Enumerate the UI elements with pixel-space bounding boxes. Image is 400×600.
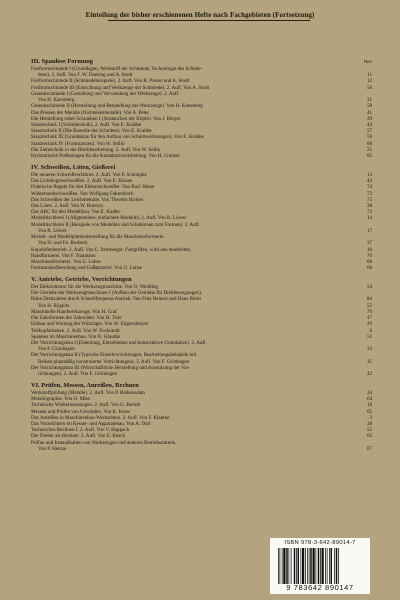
entry-title: Widerstandsschweißen. Von Wolfgang Fahrenbach [31, 190, 134, 197]
barcode-image [276, 548, 364, 584]
barcode-bar [334, 548, 335, 584]
heft-number: 44 [366, 121, 372, 128]
barcode-bar [313, 548, 315, 584]
entry-title: Messen und Prüfen von Gewinden. Von K. Kress [31, 408, 131, 415]
heft-number: 37 [366, 240, 372, 247]
entry-title: Stanztechnik III (Grundsätze für den Aufbau von Schnittwerkzeugen). Von E. Krabbe [31, 134, 204, 141]
barcode-bar [320, 548, 321, 584]
entry-title: Von P. Heinze [38, 445, 67, 452]
section-heading [31, 275, 372, 284]
entry-title: Von H. Kaessberg [38, 97, 75, 104]
list-item [31, 371, 372, 377]
page-header: Einteilung der bisher erschienenen Hefte nach Fachgebieten (Fortsetzung) [85, 11, 315, 19]
barcode-bar [338, 548, 339, 584]
barcode-bar [298, 548, 300, 584]
heft-number: 54 [366, 283, 372, 290]
entry-title: Das Vorzeichnen im Kessel- und Apparatebau. Von A. Dorl [31, 420, 151, 427]
barcode-bar [309, 548, 310, 584]
entry-title: Das ABC für den Modellbau. Von E. Kadlec [31, 209, 121, 216]
heft-number: 67 [366, 445, 372, 452]
entry-title: Gesenkschmiede II (Herstellung und Behandlung der Werkzeuge). Von H. Kaessberg [31, 103, 203, 110]
entry-title: Technisches Rechnen I. 2. Aufl. Von V. Happach [31, 427, 130, 434]
heft-number: 58 [366, 103, 372, 110]
barcode-bar [282, 548, 283, 584]
heft-column-label: Heft [363, 59, 372, 64]
barcode-bar [296, 548, 297, 584]
header-rule [108, 20, 310, 21]
entry-title: Von F. Grünhagen [38, 346, 75, 353]
heft-number: 51 [366, 333, 372, 340]
entry-title: Das Lichtbogenschweißen. 2. Aufl. Von E. Klosse [31, 178, 133, 185]
barcode-bar [307, 548, 308, 584]
entry-title: Teilkopfarbeiten. 2. Aufl. Von W. Pockrandt [31, 327, 120, 334]
entry-title: Die Getriebe der Werkzeugmaschinen I (Aufbau der Getriebe für Drehbewegungen). [31, 290, 203, 297]
barcode-bar [283, 548, 285, 584]
barcode-bar [327, 548, 328, 584]
section-title: V. Antriebe, Getriebe, Vorrichtungen [31, 275, 132, 283]
heft-number: 42 [366, 371, 372, 378]
heft-number: 60 [366, 140, 372, 147]
heft-number: 74 [366, 184, 372, 191]
entry-title: Stanztechnik II (Die Bauteile des Schnittes). Von E. Krabbe [31, 128, 152, 135]
entry-title: Von H. Rögnitz [38, 302, 70, 309]
entry-title: Modell- und Modellplattenherstellung für die Maschinenformerei. [31, 234, 165, 241]
entry-title: Werkstoffprüfung (Metalle). 2. Aufl. Von P. Riebensahm [31, 389, 145, 396]
heft-number: 11 [367, 72, 372, 79]
heft-number: 35 [366, 358, 372, 365]
heft-number: 34 [366, 389, 372, 396]
entry-title: Das Schweißen der Leichtmetalle. Von Theodor Ricken [31, 196, 144, 203]
barcode-bar [329, 548, 330, 584]
heft-number: 79 [366, 308, 372, 315]
entry-title: Reihen planmäßig konstruierter Vorrichtungen). 3. Aufl. Von F. Grünhagen [38, 358, 190, 365]
barcode-bar [291, 548, 292, 584]
heft-number: 6 [369, 327, 372, 334]
barcode-bar [310, 548, 312, 584]
entry-title: Handformerei. Von F. Naumann [31, 252, 96, 259]
barcode-bar [316, 548, 317, 584]
barcode-bar [278, 548, 279, 584]
entry-title: Maschinelle Handwerkzeuge. Von H. Graf [31, 308, 117, 315]
heft-number: 13 [366, 171, 372, 178]
heft-number: 33 [366, 346, 372, 353]
heft-number: 47 [366, 315, 372, 322]
entry-title: Das Pressen der Metalle (Nichteisenmetalle). Von A. Peter [31, 109, 149, 116]
heft-number: 18 [366, 402, 372, 409]
heft-number: 29 [366, 321, 372, 328]
entry-title: Von R. Löwer [38, 227, 67, 234]
heft-number: 41 [366, 109, 372, 116]
heft-number: 39 [366, 115, 372, 122]
entry-title: Stanztechnik I (Schnittechnik). 2. Aufl. Von E. Krabbe [31, 121, 142, 128]
barcode-bar [302, 548, 304, 584]
heft-number: 84 [366, 296, 372, 303]
entry-title: Die neueren Schweißverfahren. 4. Aufl. Von P. Schimpke [31, 171, 147, 178]
entry-title: Das Löten. 2. Aufl. Von W. Burstyn [31, 202, 103, 209]
entry-title: Die Zahnformen der Zahnräder. Von H. Trier [31, 315, 122, 322]
barcode-bar [336, 548, 338, 584]
section-title: III. Spanlose Formung [31, 58, 93, 65]
barcode-bar [294, 548, 296, 584]
list-item [31, 446, 372, 452]
heft-number: 25 [366, 146, 372, 153]
entry-title: Freiformschmiede I (Grundlagen, Werkstoff der Schmiede, Technologie des Schmie- [31, 66, 203, 72]
list-item [31, 153, 372, 159]
heft-number: 73 [366, 190, 372, 197]
barcode-bar [318, 548, 320, 584]
entry-title: Praktische Regeln für den Elektroschweißer. Von Rud. Hesse [31, 184, 155, 191]
barcode-label [270, 538, 370, 594]
barcode-bar [325, 548, 326, 584]
heft-number: 55 [366, 302, 372, 309]
heft-number: 43 [366, 178, 372, 185]
heft-number: 66 [366, 258, 372, 265]
heft-number: 68 [366, 265, 372, 272]
barcode-bar [286, 548, 288, 584]
entry-title: Technische Winkelmessungen. 2. Aufl. Von G. Berndt [31, 402, 141, 409]
heft-number: 70 [366, 252, 372, 259]
entry-title: Das Anreißen in Maschinenbau-Werkstätten. 2. Aufl. Von F. Klautke [31, 414, 170, 421]
entry-title: Der Vorrichtungsbau I (Einteilung, Einzelheiten und konstruktive Grundsätze). 3. Aufl. [31, 339, 207, 346]
entry-title: Der Vorrichtungsbau II (Typische Einzelvorrichtungen, Bearbeitungsbeispiele mit [31, 352, 197, 359]
entry-title: Kupolofenbetrieb. 2. Aufl. Von C. Irresberger. (Vergriffen, wird neu bearbeitet) [31, 246, 191, 253]
entry-title: Modelltischlerei II (Beispiele von Modellen und Schablonen zum Formen). 2. Aufl. [31, 221, 200, 228]
entry-title: Die Ziehtechnik in der Blechbearbeitung. 2. Aufl. Von W. Sellin [31, 146, 161, 153]
entry-title: Stanztechnik IV (Formstanzen). Von W. Sellin [31, 140, 125, 147]
series-contents-list [31, 57, 372, 452]
heft-number: 31 [366, 97, 372, 104]
entry-title: Prüfen und Instandhalten von Werkzeugen und anderen Betriebsmitteln. [31, 439, 177, 446]
entry-title: Freiformschmiede III (Einrichtung und Werkzeuge der Schmiede). 2. Aufl. Von A. Stodt [31, 84, 210, 91]
heft-number: 63 [366, 433, 372, 440]
entry-title: Gesenkschmiede I (Gestaltung und Verwendung der Werkzeuge). 2. Aufl. [31, 90, 180, 97]
entry-title: richtungen). 2. Aufl. Von F. Grünhagen [38, 371, 117, 378]
entry-title: Der Dreher als Rechner. 2. Aufl. Von E. Busch [31, 433, 126, 440]
heft-number: 28 [366, 202, 372, 209]
entry-title: Hydraulische Preßanlagen für die Kunstharzverarbeitung. Von H. Lindner [31, 153, 181, 160]
barcode-digits: 9 783642 890147 [286, 583, 354, 592]
entry-title: Formsandaufbereitung und Gußputzerei. Von U. Lohse [31, 265, 142, 272]
barcode-bar [289, 548, 290, 584]
entry-title: Maschinenformerei. Von U. Lohse [31, 258, 101, 265]
heft-number: 52 [366, 427, 372, 434]
heft-number: 82 [366, 153, 372, 160]
barcode-bar [280, 548, 281, 584]
entry-title: dens). 2. Aufl. Von F. W. Duesing und A. Stodt [38, 72, 133, 79]
entry-title: Von Fr. und Fe. Brobeck [38, 240, 88, 247]
heft-number: 17 [366, 227, 372, 234]
section-heading [31, 57, 372, 66]
entry-title: Der Vorrichtungsbau III (Wirtschaftliche Herstellung und Ausnutzung der Vor- [31, 364, 190, 371]
entry-title: Einbau und Wartung der Wälzlager. Von W. Jürgensmeyer [31, 321, 149, 328]
entry-title: Freiformschmiede II (Schmiedebeispiele). 2. Aufl. Von B. Preuss und A. Stodt [31, 78, 190, 85]
heft-number: 56 [366, 84, 372, 91]
heft-number: 72 [366, 209, 372, 216]
entry-title: Metallographie. Von O. Mies [31, 396, 90, 403]
heft-number: 75 [366, 196, 372, 203]
barcode-bar [301, 548, 302, 584]
heft-number: 65 [366, 408, 372, 415]
heft-number: 57 [366, 128, 372, 135]
entry-title: Modelltischlerei I (Allgemeines, einfachere Modelle). 2. Aufl. Von R. Löwer [31, 215, 187, 222]
entry-title: Der Elektromotor für die Werkzeugmaschine. Von O. Weidling [31, 283, 159, 290]
section-title: IV. Schweißen, Löten, Gießerei [31, 163, 116, 171]
section-title: VI. Prüfen, Messen, Anreißen, Rechnen [31, 381, 139, 389]
heft-number: 14 [366, 215, 372, 222]
isbn-text: ISBN 978-3-642-89014-7 [284, 540, 356, 546]
heft-number: 59 [366, 134, 372, 141]
barcode-bar [331, 548, 333, 584]
barcode-bar [305, 548, 306, 584]
section-heading [31, 381, 372, 390]
heft-number: 64 [366, 396, 372, 403]
heft-number: 12 [366, 78, 372, 85]
heft-number: 38 [366, 420, 372, 427]
list-item [31, 265, 372, 271]
entry-title: Spannen im Maschinenbau. Von Fr. Klautke [31, 333, 121, 340]
section-heading [31, 163, 372, 172]
entry-title: Die Herstellung roher Schrauben I (Anstauchen der Köpfe). Von J. Berger [31, 115, 181, 122]
barcode-bar [322, 548, 324, 584]
heft-number: 3 [369, 414, 372, 421]
heft-number: 10 [366, 246, 372, 253]
entry-title: Hohe Drehzahlen durch Schnellfrequenz-Antrieb. Von Fritz Beinert und Hans Birett [31, 296, 201, 303]
